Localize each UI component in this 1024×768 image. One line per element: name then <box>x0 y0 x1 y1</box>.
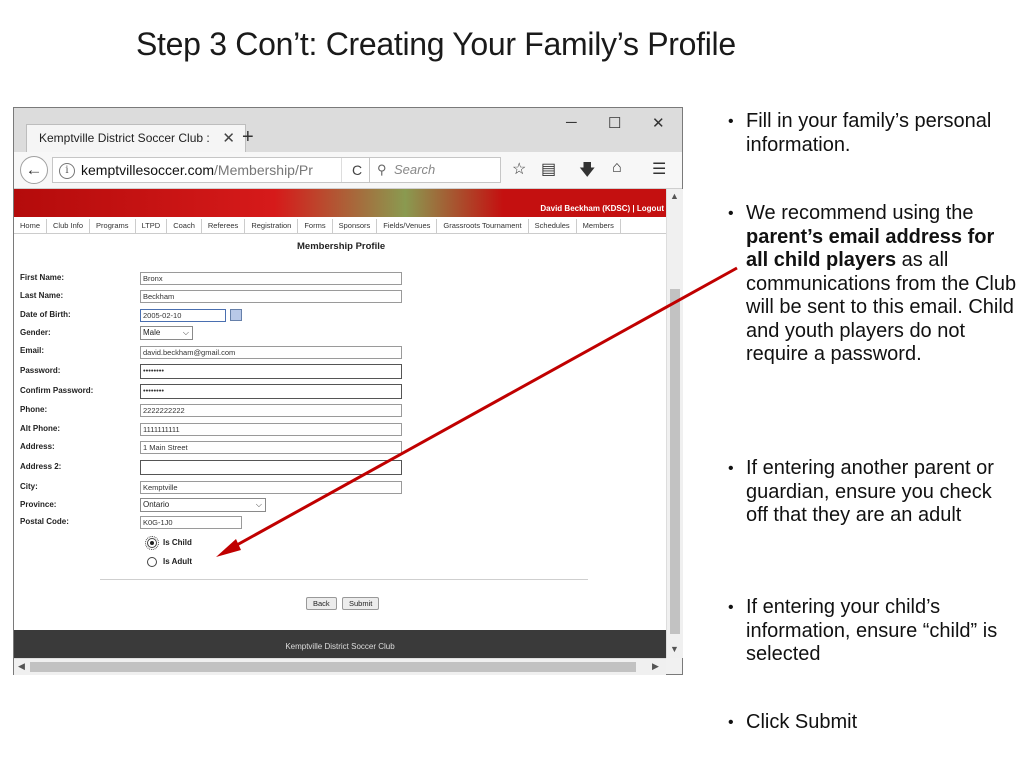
bullet-marker: • <box>728 113 734 130</box>
first-name-input[interactable]: Bronx <box>140 272 402 285</box>
bullet-marker: • <box>728 205 734 222</box>
chevron-down-icon: ⌵ <box>255 500 262 509</box>
submit-button[interactable]: Submit <box>342 597 379 610</box>
menu-item-registration[interactable]: Registration <box>245 219 298 233</box>
is-child-label: Is Child <box>163 538 192 548</box>
last-name-input[interactable]: Beckham <box>140 290 402 303</box>
scroll-up-icon[interactable]: ▲ <box>670 191 679 201</box>
site-footer: Kemptville District Soccer Club <box>14 630 666 658</box>
tab-close-icon[interactable]: ✕ <box>222 130 235 147</box>
bullet-text-bold: parent’s email address for all child players <box>746 225 995 271</box>
gender-label: Gender: <box>20 328 51 337</box>
phone-label: Phone: <box>20 405 48 414</box>
url-domain: kemptvillesoccer.com <box>81 162 215 178</box>
bookmark-star-icon[interactable]: ☆ <box>512 161 527 178</box>
scroll-down-icon[interactable]: ▼ <box>670 644 679 654</box>
scroll-right-icon[interactable]: ▶ <box>652 661 659 671</box>
confirm-password-label: Confirm Password: <box>20 386 94 395</box>
address2-label: Address 2: <box>20 462 62 471</box>
menu-item-forms[interactable]: Forms <box>298 219 332 233</box>
tab-title: Kemptville District Soccer Club : <box>39 131 210 145</box>
back-button[interactable]: Back <box>306 597 337 610</box>
bullet-marker: • <box>728 460 734 477</box>
menu-icon[interactable]: ☰ <box>652 161 667 178</box>
bullet-text-post: as all communications from the Club will be sent to this email. Child and youth players do not require a password. <box>746 249 1017 365</box>
address-label: Address: <box>20 442 55 451</box>
url-path: /Membership/Pr <box>214 162 313 178</box>
maximize-icon[interactable]: ☐ <box>608 115 622 132</box>
bullet-text: If entering your child’s information, ensure “child” is selected <box>746 596 998 665</box>
minimize-icon[interactable]: ─ <box>566 114 577 131</box>
alt-phone-label: Alt Phone: <box>20 424 60 433</box>
alt-phone-input[interactable]: 1111111111 <box>140 423 402 436</box>
email-label: Email: <box>20 346 45 355</box>
menu-item-ltpd[interactable]: LTPD <box>136 219 168 233</box>
menu-item-coach[interactable]: Coach <box>167 219 202 233</box>
window-close-icon[interactable]: ✕ <box>652 115 665 132</box>
menu-item-programs[interactable]: Programs <box>90 219 136 233</box>
search-icon: ⚲ <box>377 162 387 177</box>
postal-code-input[interactable]: K0G-1J0 <box>140 516 242 529</box>
password-input[interactable]: •••••••• <box>140 364 402 379</box>
is-adult-label: Is Adult <box>163 557 193 567</box>
reading-list-icon[interactable]: ▤ <box>541 161 557 178</box>
bullet-text: Fill in your family’s personal information. <box>746 110 992 156</box>
dob-input[interactable]: 2005-02-10 <box>140 309 226 322</box>
bullet-marker: • <box>728 714 734 731</box>
form-title: Membership Profile <box>297 241 386 252</box>
menu-item-schedules[interactable]: Schedules <box>529 219 577 233</box>
province-label: Province: <box>20 500 57 509</box>
first-name-label: First Name: <box>20 273 65 282</box>
info-icon[interactable]: i <box>59 163 75 179</box>
province-value: Ontario <box>143 500 170 509</box>
arrow-line <box>226 268 737 551</box>
address-input[interactable]: 1 Main Street <box>140 441 402 454</box>
phone-input[interactable]: 2222222222 <box>140 404 402 417</box>
search-placeholder: Search <box>394 162 436 177</box>
postal-code-label: Postal Code: <box>20 517 69 526</box>
bullet-text: If entering another parent or guardian, ensure you check off that they are an adult <box>746 457 994 526</box>
menu-item-home[interactable]: Home <box>14 219 47 233</box>
confirm-password-input[interactable]: •••••••• <box>140 384 402 399</box>
city-label: City: <box>20 482 38 491</box>
download-icon[interactable]: 🡇 <box>579 162 596 179</box>
scroll-left-icon[interactable]: ◀ <box>18 661 25 671</box>
menu-item-club-info[interactable]: Club Info <box>47 219 90 233</box>
user-logout-link[interactable]: David Beckham (KDSC) | Logout <box>540 204 664 213</box>
slide-title: Step 3 Con’t: Creating Your Family’s Profile <box>136 26 736 62</box>
menu-item-members[interactable]: Members <box>577 219 621 233</box>
bullet-text-pre: We recommend using the <box>746 202 974 224</box>
password-label: Password: <box>20 366 61 375</box>
gender-value: Male <box>143 328 161 337</box>
menu-item-grassroots-tournament[interactable]: Grassroots Tournament <box>437 219 528 233</box>
bullet-text: Click Submit <box>746 711 858 733</box>
home-icon[interactable]: ⌂ <box>612 159 622 176</box>
menu-item-sponsors[interactable]: Sponsors <box>333 219 378 233</box>
arrow-head <box>216 539 241 557</box>
chevron-down-icon: ⌵ <box>182 328 189 337</box>
back-icon[interactable]: ← <box>20 156 48 184</box>
reload-icon[interactable]: C <box>341 158 372 182</box>
last-name-label: Last Name: <box>20 291 64 300</box>
dob-label: Date of Birth: <box>20 310 71 319</box>
new-tab-icon[interactable]: + <box>242 126 254 148</box>
city-input[interactable]: Kemptville <box>140 481 402 494</box>
email-input[interactable]: david.beckham@gmail.com <box>140 346 402 359</box>
bullet-marker: • <box>728 599 734 616</box>
menu-item-referees[interactable]: Referees <box>202 219 245 233</box>
menu-item-fields-venues[interactable]: Fields/Venues <box>377 219 437 233</box>
